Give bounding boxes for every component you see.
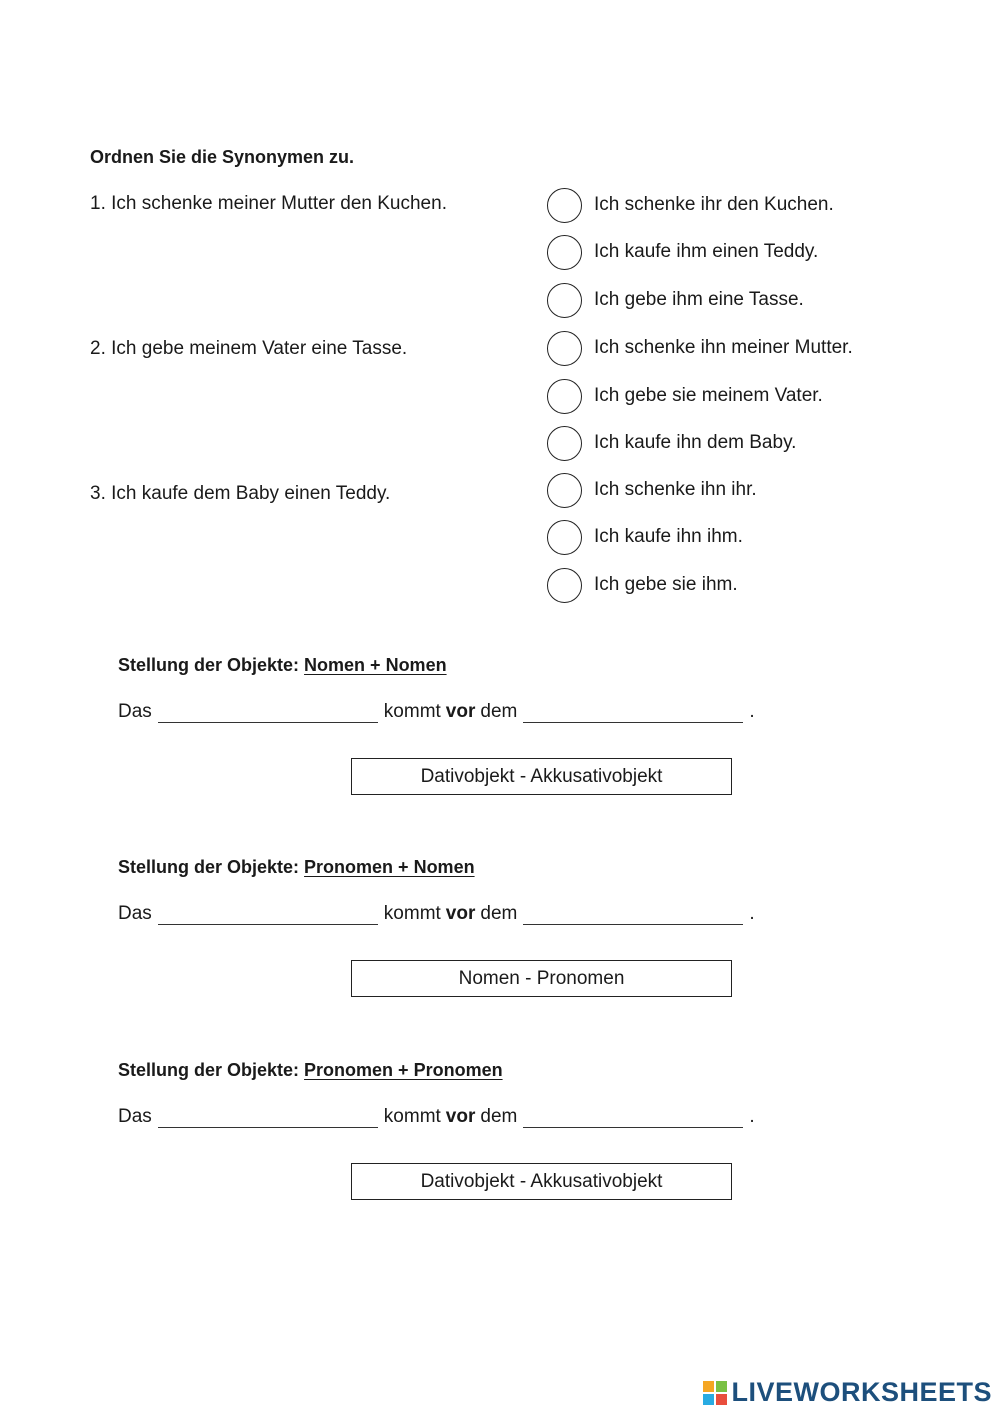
answer-circle-6[interactable] bbox=[547, 426, 582, 461]
word-kommt: kommt bbox=[383, 1106, 441, 1127]
heading-prefix: Stellung der Objekte: bbox=[118, 1060, 300, 1080]
question-3: 3. Ich kaufe dem Baby einen Teddy. bbox=[90, 483, 391, 504]
option-row bbox=[547, 281, 804, 319]
answer-circle-1[interactable] bbox=[547, 188, 582, 223]
heading-prefix: Stellung der Objekte: bbox=[118, 857, 300, 877]
blank-input-first[interactable] bbox=[158, 1107, 378, 1128]
answer-circle-5[interactable] bbox=[547, 379, 582, 414]
option-label: Ich kaufe ihn ihm. bbox=[594, 526, 743, 547]
word-kommt: kommt bbox=[383, 701, 441, 722]
option-label: Ich gebe sie meinem Vater. bbox=[594, 385, 823, 406]
answer-drop-box[interactable]: Nomen - Pronomen bbox=[351, 960, 732, 997]
question-2: 2. Ich gebe meinem Vater eine Tasse. bbox=[90, 338, 408, 359]
word-dem: dem bbox=[480, 1106, 518, 1127]
end-period: . bbox=[749, 903, 755, 924]
blank-input-first[interactable] bbox=[158, 702, 378, 723]
blank-input-first[interactable] bbox=[158, 904, 378, 925]
option-row bbox=[547, 518, 743, 556]
word-kommt: kommt bbox=[383, 903, 441, 924]
heading-prefix: Stellung der Objekte: bbox=[118, 655, 300, 675]
fill-in-sentence bbox=[118, 1106, 755, 1128]
answer-circle-3[interactable] bbox=[547, 283, 582, 318]
option-label: Ich schenke ihn ihr. bbox=[594, 479, 757, 500]
fill-in-sentence bbox=[118, 903, 755, 925]
section-heading bbox=[118, 857, 475, 878]
section-heading bbox=[118, 655, 447, 676]
option-row bbox=[547, 233, 818, 271]
instruction-title: Ordnen Sie die Synonymen zu. bbox=[90, 147, 355, 167]
option-label: Ich kaufe ihn dem Baby. bbox=[594, 432, 797, 453]
word-vor: vor bbox=[445, 701, 476, 722]
liveworksheets-logo-icon bbox=[703, 1381, 727, 1405]
word-dem: dem bbox=[480, 701, 518, 722]
blank-input-second[interactable] bbox=[523, 702, 743, 723]
logo-text: LIVEWORKSHEETS bbox=[731, 1377, 992, 1407]
answer-drop-box[interactable]: Dativobjekt - Akkusativobjekt bbox=[351, 1163, 732, 1200]
answer-circle-9[interactable] bbox=[547, 568, 582, 603]
option-label: Ich gebe sie ihm. bbox=[594, 574, 738, 595]
heading-topic: Pronomen + Pronomen bbox=[304, 1060, 503, 1080]
option-row bbox=[547, 424, 796, 462]
option-row bbox=[547, 377, 823, 415]
heading-topic: Nomen + Nomen bbox=[304, 655, 447, 675]
end-period: . bbox=[749, 1106, 755, 1127]
answer-circle-8[interactable] bbox=[547, 520, 582, 555]
end-period: . bbox=[749, 701, 755, 722]
option-label: Ich gebe ihm eine Tasse. bbox=[594, 289, 804, 310]
option-label: Ich kaufe ihm einen Teddy. bbox=[594, 241, 819, 262]
answer-circle-2[interactable] bbox=[547, 235, 582, 270]
section-heading bbox=[118, 1060, 503, 1081]
word-das: Das bbox=[118, 1106, 152, 1127]
liveworksheets-logo bbox=[703, 1377, 992, 1408]
question-1: 1. Ich schenke meiner Mutter den Kuchen. bbox=[90, 193, 447, 214]
answer-circle-7[interactable] bbox=[547, 473, 582, 508]
option-row bbox=[547, 186, 834, 224]
word-das: Das bbox=[118, 701, 152, 722]
blank-input-second[interactable] bbox=[523, 1107, 743, 1128]
word-vor: vor bbox=[445, 1106, 476, 1127]
word-das: Das bbox=[118, 903, 152, 924]
option-row bbox=[547, 329, 853, 367]
answer-drop-box[interactable]: Dativobjekt - Akkusativobjekt bbox=[351, 758, 732, 795]
heading-topic: Pronomen + Nomen bbox=[304, 857, 475, 877]
fill-in-sentence bbox=[118, 701, 755, 723]
answer-circle-4[interactable] bbox=[547, 331, 582, 366]
word-vor: vor bbox=[445, 903, 476, 924]
option-row bbox=[547, 471, 757, 509]
word-dem: dem bbox=[480, 903, 518, 924]
blank-input-second[interactable] bbox=[523, 904, 743, 925]
option-label: Ich schenke ihr den Kuchen. bbox=[594, 194, 834, 215]
option-label: Ich schenke ihn meiner Mutter. bbox=[594, 337, 853, 358]
option-row bbox=[547, 566, 738, 604]
